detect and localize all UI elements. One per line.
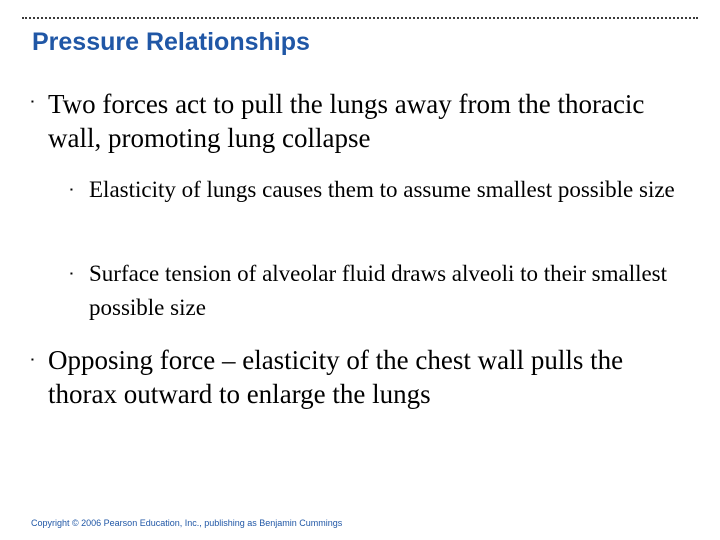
bullet-text-opposing-force: Opposing force – elasticity of the chest wall pulls the thorax outward to enlarge the lungs bbox=[48, 345, 624, 409]
sub-bullet-marker: ▪ bbox=[70, 269, 73, 278]
sub-bullet-marker: ▪ bbox=[70, 185, 73, 194]
bullet-marker: ▪ bbox=[31, 97, 34, 106]
slide-title: Pressure Relationships bbox=[32, 28, 310, 56]
sub-bullet-text-surface-tension: Surface tension of alveolar fluid draws alveoli to their smallest possible size bbox=[89, 261, 668, 320]
bullet-text-forces-collapse: Two forces act to pull the lungs away from the thoracic wall, promoting lung collapse bbox=[48, 89, 645, 153]
bullet-marker: ▪ bbox=[31, 355, 34, 364]
title-divider bbox=[22, 17, 698, 19]
copyright-footer: Copyright © 2006 Pearson Education, Inc., publishing as Benjamin Cummings bbox=[31, 518, 343, 528]
sub-bullet-text-lung-elasticity: Elasticity of lungs causes them to assume smallest possible size bbox=[89, 177, 675, 202]
